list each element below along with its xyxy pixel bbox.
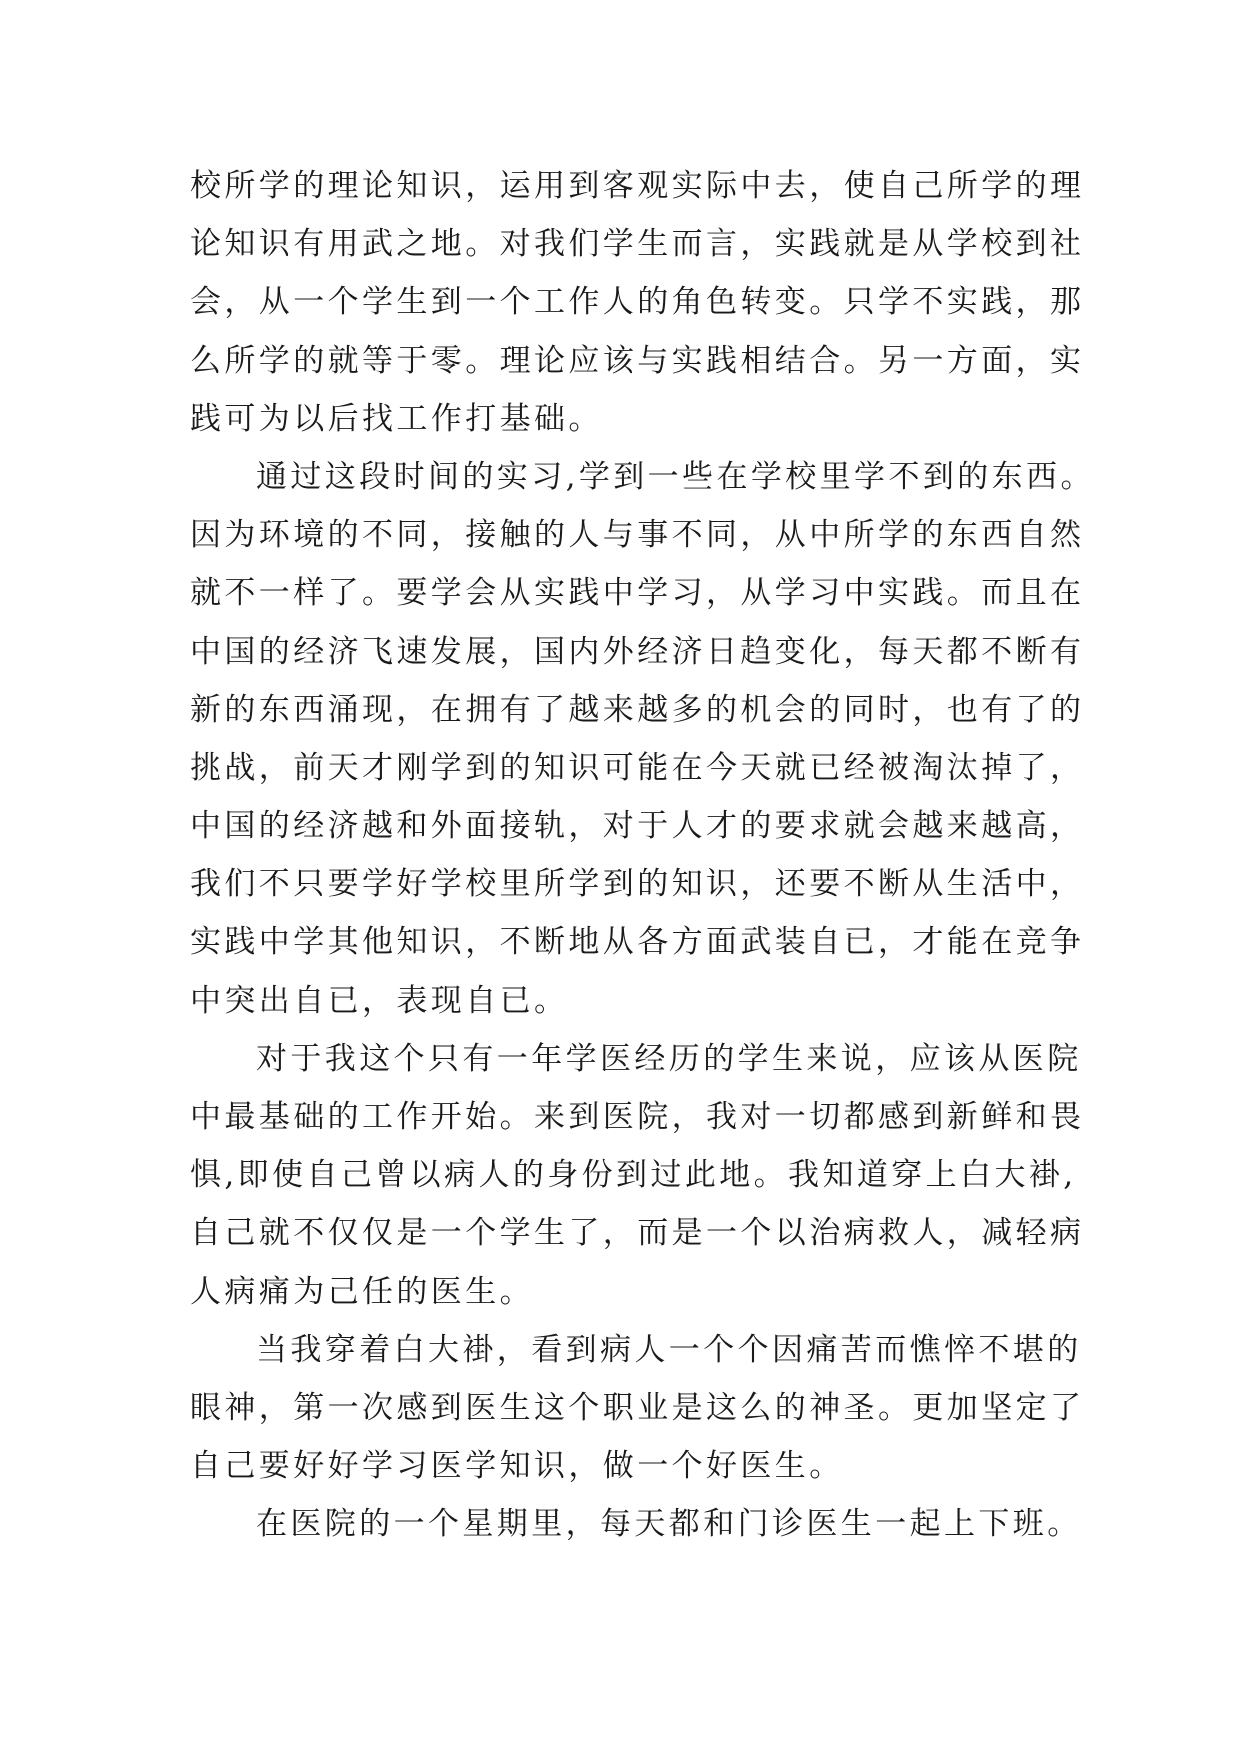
text-line: 因为环境的不同，接触的人与事不同，从中所学的东西自然	[190, 517, 1085, 554]
text-line: 挑战，前天才刚学到的知识可能在今天就已经被淘汰掉了，	[190, 749, 1085, 786]
paragraph-start-line: 当我穿着白大褂，看到病人一个个因痛苦而憔悴不堪的	[256, 1331, 1082, 1368]
text-line: 眼神，第一次感到医生这个职业是这么的神圣。更加坚定了	[190, 1389, 1085, 1426]
text-line: 论知识有用武之地。对我们学生而言，实践就是从学校到社	[190, 226, 1085, 263]
text-line: 实践中学其他知识，不断地从各方面武装自已，才能在竞争	[190, 924, 1085, 961]
paragraph-start-line: 在医院的一个星期里，每天都和门诊医生一起上下班。	[256, 1506, 1082, 1543]
text-line: 自己要好好学习医学知识，做一个好医生。	[190, 1448, 844, 1485]
paragraph-start-line: 对于我这个只有一年学医经历的学生来说，应该从医院	[256, 1040, 1082, 1077]
text-line: 中国的经济越和外面接轨，对于人才的要求就会越来越高，	[190, 808, 1085, 845]
text-line: 就不一样了。要学会从实践中学习，从学习中实践。而且在	[190, 575, 1085, 612]
text-line: 惧,即使自己曾以病人的身份到过此地。我知道穿上白大褂,	[190, 1157, 1077, 1194]
text-line: 自己就不仅仅是一个学生了，而是一个以治病救人，减轻病	[190, 1215, 1085, 1252]
text-line: 会，从一个学生到一个工作人的角色转变。只学不实践，那	[190, 284, 1085, 321]
text-line: 中国的经济飞速发展，国内外经济日趋变化，每天都不断有	[190, 633, 1085, 670]
document-body	[190, 157, 1095, 1554]
text-line: 么所学的就等于零。理论应该与实践相结合。另一方面，实	[190, 342, 1085, 379]
text-line: 中突出自已，表现自已。	[190, 982, 569, 1019]
text-line: 我们不只要学好学校里所学到的知识，还要不断从生活中，	[190, 866, 1085, 903]
text-line: 校所学的理论知识，运用到客观实际中去，使自己所学的理	[190, 168, 1085, 204]
text-line: 人病痛为己任的医生。	[190, 1273, 534, 1310]
text-line: 中最基础的工作开始。来到医院，我对一切都感到新鲜和畏	[190, 1099, 1085, 1135]
paragraph-start-line: 通过这段时间的实习,学到一些在学校里学不到的东西。	[256, 458, 1095, 495]
text-line: 新的东西涌现，在拥有了越来越多的机会的同时，也有了的	[190, 691, 1085, 728]
text-line: 践可为以后找工作打基础。	[190, 400, 603, 437]
